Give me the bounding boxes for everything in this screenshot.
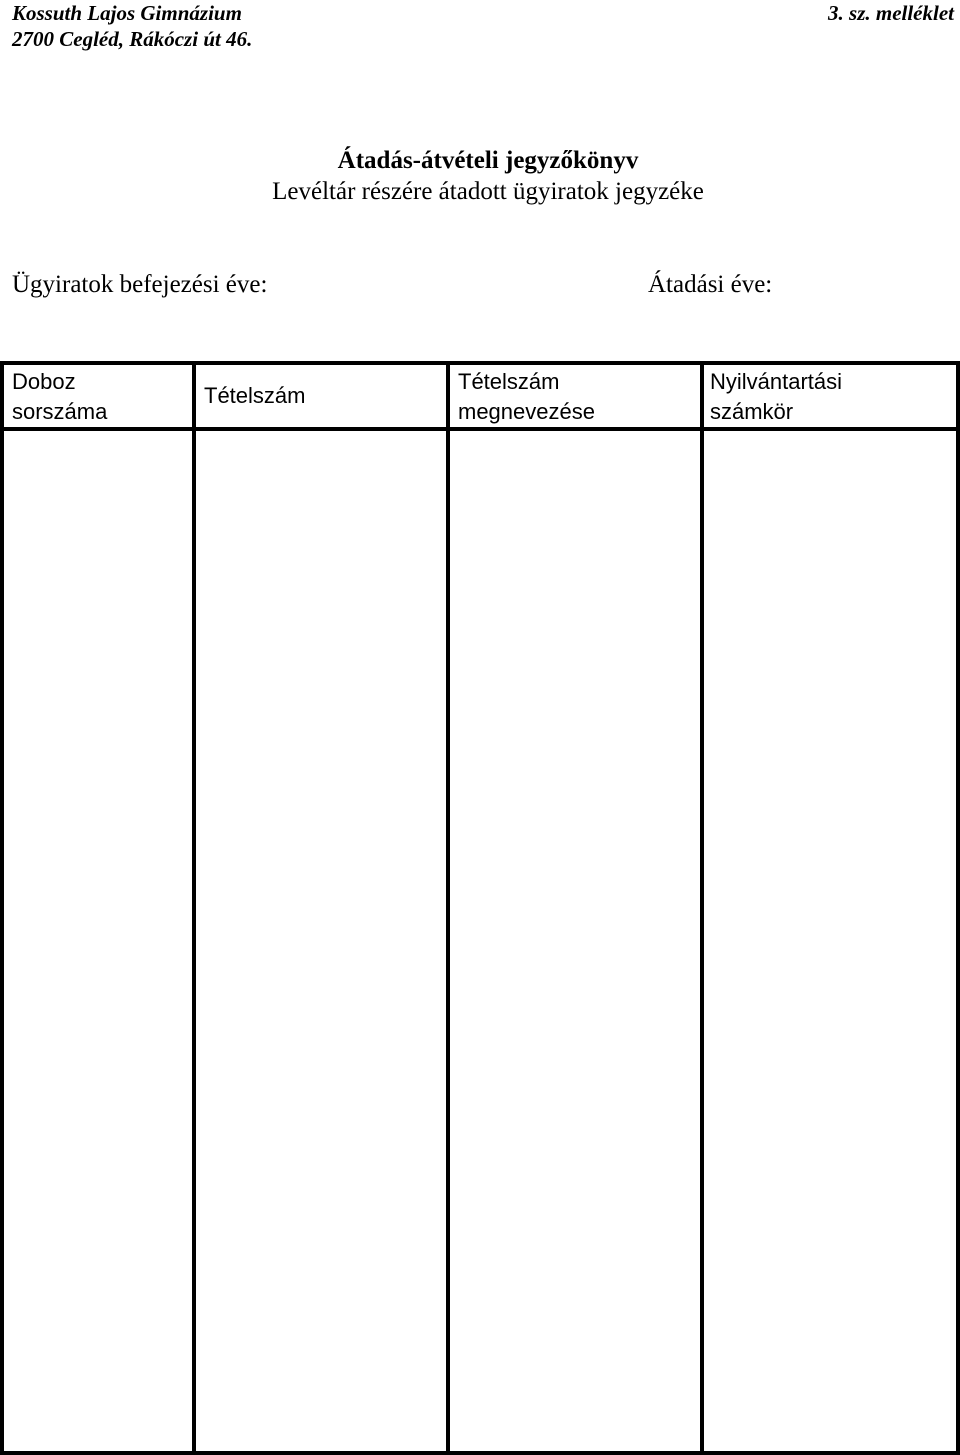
document-subtitle: Levéltár részére átadott ügyiratok jegyzéke: [272, 178, 704, 205]
column-divider-3: [700, 361, 704, 1455]
column-header-item-number: Tételszám: [204, 383, 306, 408]
table-top-border: [0, 361, 960, 365]
table-header-separator: [0, 427, 960, 431]
institution-address: 2700 Cegléd, Rákóczi út 46.: [12, 27, 253, 51]
transfer-year-label: Átadási éve:: [648, 271, 773, 298]
institution-name: Kossuth Lajos Gimnázium: [12, 1, 242, 25]
column-header-item-name: Tételszám megnevezése: [458, 369, 595, 424]
column-divider-2: [446, 361, 450, 1455]
column-header-registry-range: Nyilvántartási számkör: [710, 369, 843, 424]
table-left-border: [0, 361, 4, 1455]
institution-header: [12, 0, 252, 52]
table-bottom-border: [0, 1451, 960, 1455]
column-divider-1: [192, 361, 196, 1455]
completion-year-label: Ügyiratok befejezési éve:: [12, 271, 268, 298]
document-title: Átadás-átvételi jegyzőkönyv: [337, 147, 639, 174]
column-header-box-number: Doboz sorszáma: [12, 369, 108, 424]
table-right-border: [956, 361, 960, 1455]
title-block: [0, 146, 960, 208]
inventory-table: [0, 361, 960, 1455]
attachment-label: 3. sz. melléklet: [828, 1, 954, 25]
